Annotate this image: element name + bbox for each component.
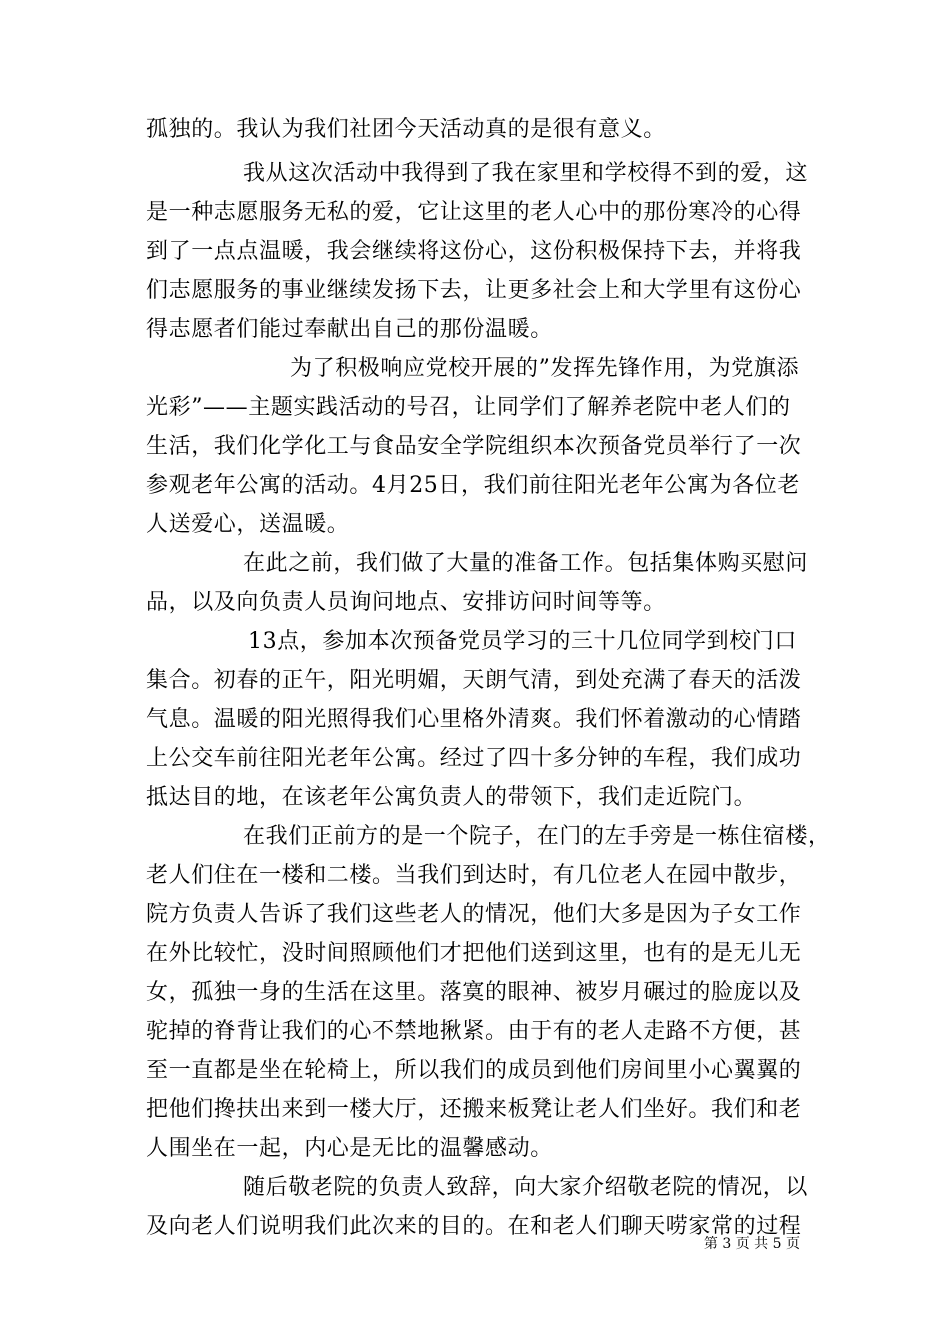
text-line: 及向老人们说明我们此次来的目的。在和老人们聊天唠家常的过程 (146, 1214, 802, 1239)
text-line: 品，以及向负责人员询问地点、安排访问时间等等。 (146, 590, 666, 615)
text-line: 光彩”——主题实践活动的号召，让同学们了解养老院中老人们的 (146, 395, 791, 420)
page-indicator: 第 3 页 共 5 页 (703, 1236, 800, 1252)
text-line: 我从这次活动中我得到了我在家里和学校得不到的爱，这 (243, 161, 809, 186)
text-line: 13点，参加本次预备党员学习的三十几位同学到校门口 (248, 629, 797, 654)
text-line: 集合。初春的正午，阳光明媚，天朗气清，到处充满了春天的活泼 (146, 668, 802, 693)
text-line: 随后敬老院的负责人致辞，向大家介绍敬老院的情况，以 (243, 1175, 809, 1200)
text-line: 抵达目的地，在该老年公寓负责人的带领下，我们走近院门。 (146, 785, 757, 810)
text-line: 得志愿者们能过奉献出自己的那份温暖。 (146, 317, 553, 342)
text-line: 为了积极响应党校开展的”发挥先锋作用，为党旗添 (290, 356, 800, 381)
text-line: 驼掉的脊背让我们的心不禁地揪紧。由于有的老人走路不方便，甚 (146, 1019, 802, 1044)
text-line: 上公交车前往阳光老年公寓。经过了四十多分钟的车程，我们成功 (146, 746, 802, 771)
text-line: 至一直都是坐在轮椅上，所以我们的成员到他们房间里小心翼翼的 (146, 1058, 802, 1083)
text-line: 老人们住在一楼和二楼。当我们到达时，有几位老人在园中散步， (146, 863, 802, 888)
text-line: 在此之前，我们做了大量的准备工作。包括集体购买慰问 (243, 551, 809, 576)
text-line: 孤独的。我认为我们社团今天活动真的是很有意义。 (146, 117, 666, 142)
text-line: 人围坐在一起，内心是无比的温馨感动。 (146, 1136, 553, 1161)
text-line: 是一种志愿服务无私的爱，它让这里的老人心中的那份寒冷的心得 (146, 200, 802, 225)
text-line: 把他们搀扶出来到一楼大厅，还搬来板凳让老人们坐好。我们和老 (146, 1097, 802, 1122)
text-line: 气息。温暖的阳光照得我们心里格外清爽。我们怀着激动的心情踏 (146, 707, 802, 732)
text-line: 们志愿服务的事业继续发扬下去，让更多社会上和大学里有这份心 (146, 278, 802, 303)
text-line: 在我们正前方的是一个院子，在门的左手旁是一栋住宿楼， (243, 824, 831, 849)
text-line: 院方负责人告诉了我们这些老人的情况，他们大多是因为子女工作 (146, 902, 802, 927)
text-line: 生活，我们化学化工与食品安全学院组织本次预备党员举行了一次 (146, 434, 802, 459)
text-line: 在外比较忙，没时间照顾他们才把他们送到这里，也有的是无儿无 (146, 941, 802, 966)
text-line: 到了一点点温暖，我会继续将这份心，这份积极保持下去，并将我 (146, 239, 802, 264)
text-line: 人送爱心，送温暖。 (146, 512, 350, 537)
text-line: 女，孤独一身的生活在这里。落寞的眼神、被岁月碾过的脸庞以及 (146, 980, 802, 1005)
text-line: 参观老年公寓的活动。4月25日，我们前往阳光老年公寓为各位老 (146, 473, 800, 498)
